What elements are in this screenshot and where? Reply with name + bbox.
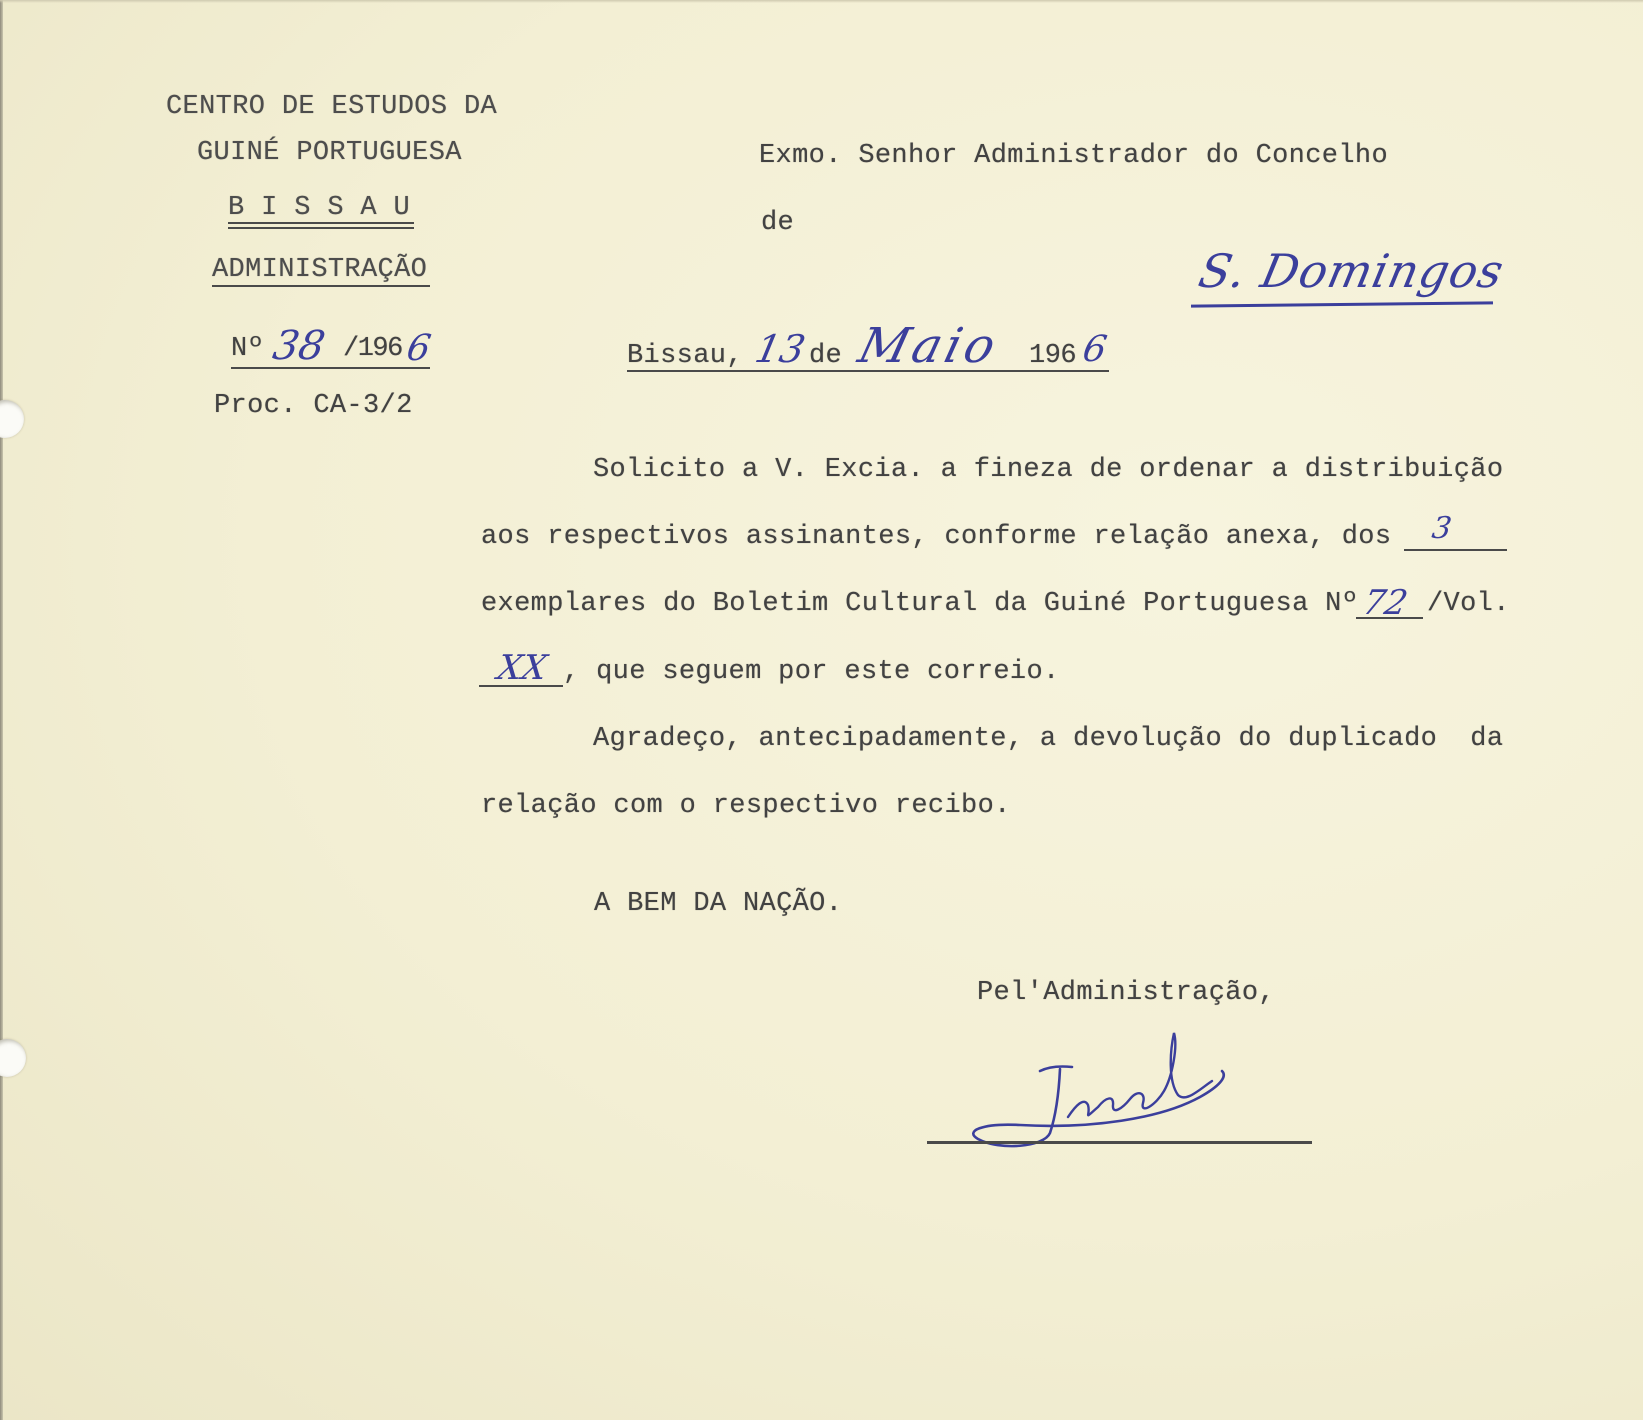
letterhead-line1: CENTRO DE ESTUDOS DA [166,92,498,122]
scan-top-edge [0,0,1643,3]
letterhead-department: ADMINISTRAÇÃO [212,255,428,285]
scan-left-edge [0,0,3,1420]
date-year-typed: 196 [1029,341,1077,371]
city-underline [228,222,414,229]
process-reference: Proc. CA-3/2 [214,391,413,421]
addressee-line2: de [761,208,795,238]
handwritten-signature [960,1025,1240,1160]
letterhead-city: B I S S A U [228,193,411,223]
addressee-line1: Exmo. Senhor Administrador do Concelho [759,141,1388,171]
body-p2-line2: relação com o respectivo recibo. [481,791,1011,821]
reference-year-handwritten: 6 [403,328,434,369]
body-p1-line4: , que seguem por este correio. [563,657,1060,687]
volume-handwritten: XX [494,648,550,688]
date-underline [627,370,1109,372]
binder-hole-top [0,400,24,438]
body-p2-line1: Agradeço, antecipadamente, a devolução do duplicado da [593,724,1504,754]
copies-blank-line [1404,549,1507,551]
date-year-handwritten: 6 [1079,329,1110,370]
binder-hole-bottom [0,1039,26,1077]
signature-stroke-scribble [1068,1033,1212,1117]
date-preposition: de [809,341,843,371]
signatory-label: Pel'Administração, [977,978,1275,1008]
volume-blank-line [479,685,563,687]
reference-year-typed: /196 [343,334,402,364]
reference-underline [231,367,430,369]
signature-stroke-top [1040,1067,1072,1072]
body-p1-line2: aos respectivos assinantes, conforme relação anexa, dos [481,522,1392,552]
date-day-handwritten: 13 [751,327,810,371]
addressee-place-underline [1191,301,1493,307]
issue-blank-line [1356,617,1423,619]
letterhead-line2: GUINÉ PORTUGUESA [197,138,462,168]
copies-handwritten: 3 [1429,511,1454,546]
closing-salutation: A BEM DA NAÇÃO. [594,889,843,919]
department-underline [212,285,430,287]
signature-line [927,1141,1312,1144]
body-p1-line1: Solicito a V. Excia. a fineza de ordenar a distribuição [593,455,1504,485]
reference-number-handwritten: 38 [269,323,329,369]
date-month-handwritten: Maio [853,318,1005,374]
body-p1-line3: exemplares do Boletim Cultural da Guiné Portuguesa Nº [481,589,1359,619]
addressee-place-handwritten: S. Domingos [1194,244,1510,298]
reference-number-label: Nº [231,334,265,364]
volume-label: /Vol. [1427,589,1510,619]
issue-handwritten: 72 [1359,583,1412,623]
date-place: Bissau, [627,341,743,371]
